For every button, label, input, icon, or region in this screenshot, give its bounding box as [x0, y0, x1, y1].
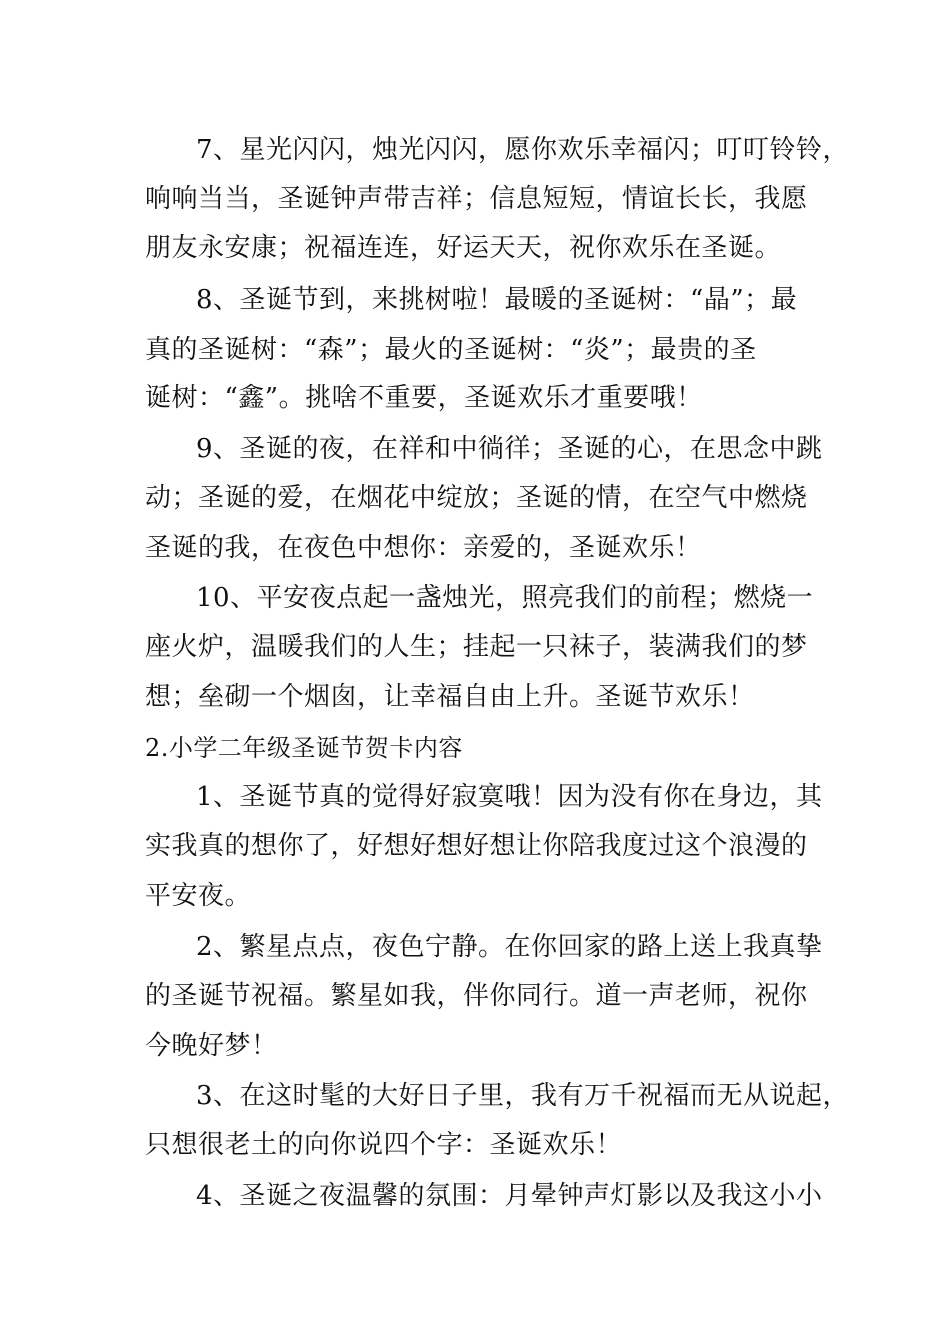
card-2-line-2: 的圣诞节祝福。繁星如我，伴你同行。道一声老师，祝你 — [145, 981, 808, 1011]
paragraph-9-line-2: 动；圣诞的爱，在烟花中绽放；圣诞的情，在空气中燃烧 — [145, 483, 808, 513]
card-1-line-1: 1、圣诞节真的觉得好寂寞哦！因为没有你在身边，其 — [196, 782, 823, 812]
card-1-line-3: 平安夜。 — [145, 881, 252, 911]
paragraph-10-line-2: 座火炉，温暖我们的人生；挂起一只袜子，装满我们的梦 — [145, 632, 808, 662]
paragraph-10-line-1: 10、平安夜点起一盏烛光，照亮我们的前程；燃烧一 — [196, 583, 814, 613]
card-4-line-1: 4、圣诞之夜温馨的氛围：月晕钟声灯影以及我这小小 — [196, 1181, 823, 1211]
paragraph-7-line-2: 响响当当，圣诞钟声带吉祥；信息短短，情谊长长，我愿 — [145, 184, 808, 214]
card-2-line-1: 2、繁星点点，夜色宁静。在你回家的路上送上我真挚 — [196, 932, 823, 962]
paragraph-8-line-3: 诞树：“鑫”。挑啥不重要，圣诞欢乐才重要哦！ — [145, 383, 703, 413]
paragraph-9-line-1: 9、圣诞的夜，在祥和中徜徉；圣诞的心，在思念中跳 — [196, 434, 823, 464]
paragraph-9-line-3: 圣诞的我，在夜色中想你：亲爱的，圣诞欢乐！ — [145, 533, 702, 563]
card-2-line-3: 今晚好梦！ — [145, 1031, 278, 1061]
section-heading: 2.小学二年级圣诞节贺卡内容 — [145, 734, 463, 762]
card-3-line-1: 3、在这时髦的大好日子里，我有万千祝福而无从说起， — [196, 1081, 850, 1111]
card-3-line-2: 只想很老土的向你说四个字：圣诞欢乐！ — [145, 1130, 623, 1160]
paragraph-7-line-1: 7、星光闪闪，烛光闪闪，愿你欢乐幸福闪；叮叮铃铃， — [196, 135, 850, 165]
paragraph-10-line-3: 想；垒砌一个烟囱，让幸福自由上升。圣诞节欢乐！ — [145, 682, 755, 712]
paragraph-8-line-2: 真的圣诞树：“森”；最火的圣诞树：“炎”；最贵的圣 — [145, 335, 757, 365]
paragraph-7-line-3: 朋友永安康；祝福连连，好运天天，祝你欢乐在圣诞。 — [145, 233, 782, 263]
card-1-line-2: 实我真的想你了，好想好想好想让你陪我度过这个浪漫的 — [145, 831, 808, 861]
paragraph-8-line-1: 8、圣诞节到，来挑树啦！最暖的圣诞树：“晶”；最 — [196, 285, 798, 315]
